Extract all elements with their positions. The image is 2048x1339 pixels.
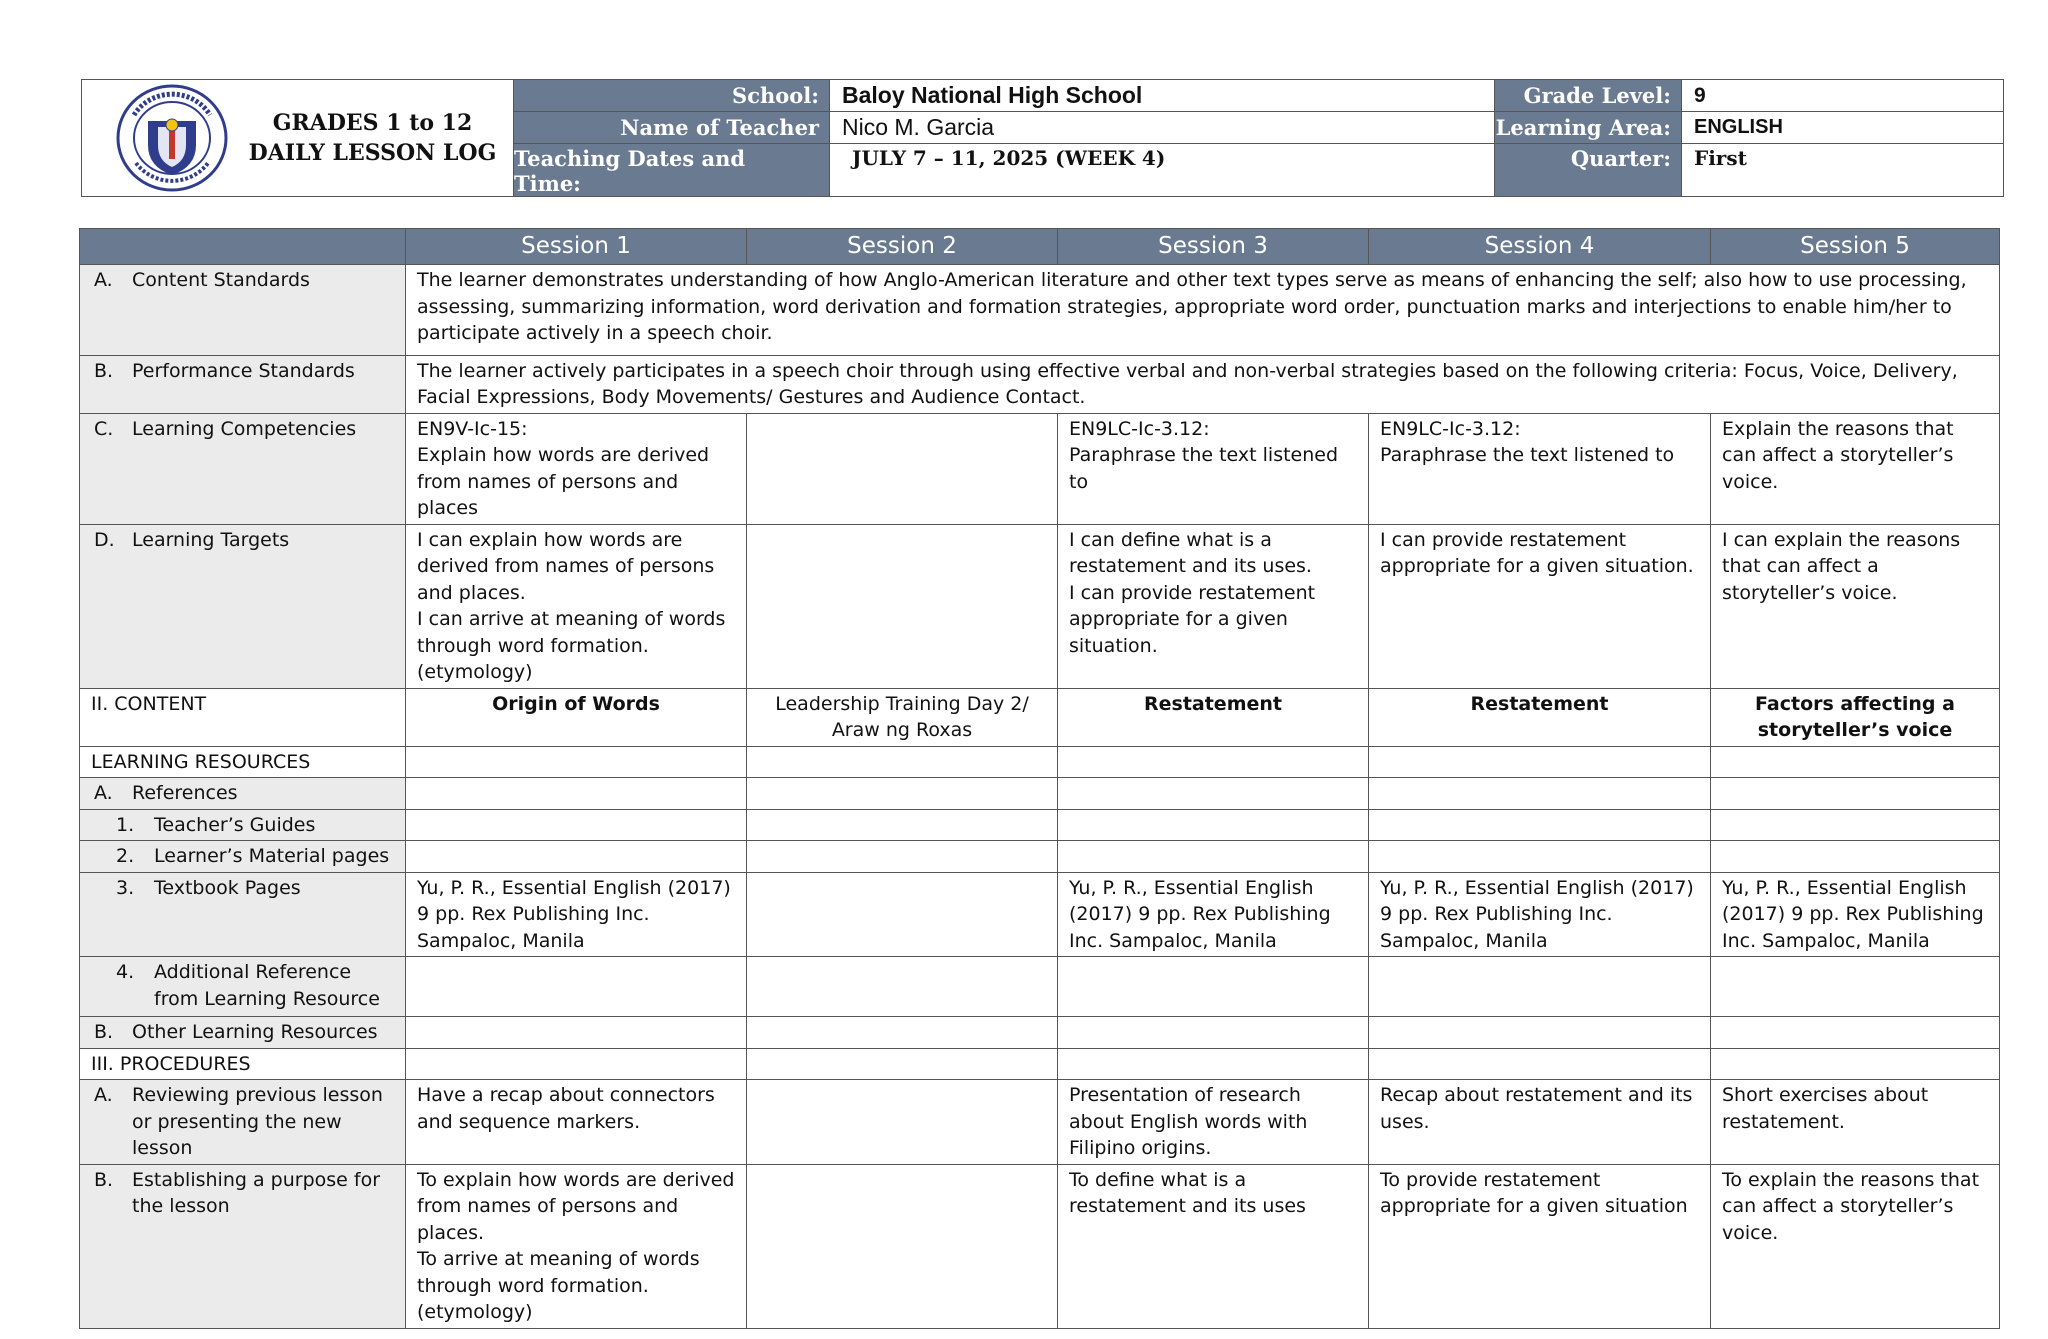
reviewing-session-1: Have a recap about connectors and sequence markers.: [406, 1080, 747, 1165]
textbook-session-1: Yu, P. R., Essential English (2017) 9 pp. Rex Publishing Inc. Sampaloc, Manila: [406, 872, 747, 957]
dates-value: JULY 7 – 11, 2025 (WEEK 4): [830, 144, 1495, 196]
learners-material-row: [80, 841, 2000, 873]
references-label: A. References: [80, 778, 406, 810]
header-info-grid: [514, 80, 2003, 196]
content-session-2: Leadership Training Day 2/ Araw ng Roxas: [747, 688, 1058, 746]
textbook-pages-row: [80, 872, 2000, 957]
textbook-session-4: Yu, P. R., Essential English (2017) 9 pp. Rex Publishing Inc. Sampaloc, Manila: [1369, 872, 1711, 957]
lesson-log-table: [79, 228, 2000, 1329]
additional-reference-row: [80, 957, 2000, 1017]
header-title: [232, 108, 513, 168]
learning-resources-row: [80, 746, 2000, 778]
reviewing-session-2: [747, 1080, 1058, 1165]
learning-targets-row: [80, 524, 2000, 688]
other-resources-row: [80, 1017, 2000, 1049]
title-line-2: DAILY LESSON LOG: [248, 140, 497, 166]
area-value: ENGLISH: [1682, 112, 2003, 144]
grade-value: 9: [1682, 80, 2003, 112]
performance-standards-row: [80, 355, 2000, 413]
session-2-header: Session 2: [747, 229, 1058, 265]
dates-label: Teaching Dates and Time:: [514, 144, 830, 196]
quarter-label: Quarter:: [1495, 144, 1682, 196]
purpose-session-3: To define what is a restatement and its uses: [1058, 1164, 1369, 1328]
reviewing-row: [80, 1080, 2000, 1165]
content-session-5: Factors affecting a storyteller’s voice: [1711, 688, 2000, 746]
learners-material-label: 2. Learner’s Material pages: [80, 841, 406, 873]
other-resources-label: B. Other Learning Resources: [80, 1017, 406, 1049]
session-1-header: Session 1: [406, 229, 747, 265]
textbook-session-5: Yu, P. R., Essential English (2017) 9 pp. Rex Publishing Inc. Sampaloc, Manila: [1711, 872, 2000, 957]
textbook-session-2: [747, 872, 1058, 957]
competency-code: EN9V-Ic-15:: [417, 417, 528, 440]
quarter-value: First: [1694, 146, 1747, 170]
competency-session-4: EN9LC-Ic-3.12: Paraphrase the text listened to: [1369, 413, 1711, 524]
purpose-session-2: [747, 1164, 1058, 1328]
teacher-label: Name of Teacher: [514, 112, 830, 144]
content-session-1: Origin of Words: [406, 688, 747, 746]
content-session-4: Restatement: [1369, 688, 1711, 746]
textbook-pages-label: 3. Textbook Pages: [80, 872, 406, 957]
content-label: II. CONTENT: [80, 688, 406, 746]
target-session-5: I can explain the reasons that can affect a storyteller’s voice.: [1711, 524, 2000, 688]
grade-label: Grade Level:: [1495, 80, 1682, 112]
reviewing-session-3: Presentation of research about English words with Filipino origins.: [1058, 1080, 1369, 1165]
school-label: School:: [514, 80, 830, 112]
competency-session-3: EN9LC-Ic-3.12: Paraphrase the text listened to: [1058, 413, 1369, 524]
competency-code: EN9LC-Ic-3.12:: [1380, 417, 1521, 440]
reviewing-session-5: Short exercises about restatement.: [1711, 1080, 2000, 1165]
reviewing-label: A. Reviewing previous lesson or presenting the new lesson: [80, 1080, 406, 1165]
session-5-header: Session 5: [1711, 229, 2000, 265]
target-session-1: I can explain how words are derived from names of persons and places. I can arrive at meaning of words through word formation. (etymology): [406, 524, 747, 688]
target-session-2: [747, 524, 1058, 688]
content-standards-text: The learner demonstrates understanding of how Anglo-American literature and other text types serve as means of enhancing the self; also how to use processing, assessing, summarizing information, word derivation and formation strategies, appropriate word order, punctuation marks and interjections to enable him/her to participate actively in a speech choir.: [406, 265, 2000, 356]
session-header-row: [80, 229, 2000, 265]
purpose-session-5: To explain the reasons that can affect a storyteller’s voice.: [1711, 1164, 2000, 1328]
competency-session-1: EN9V-Ic-15: Explain how words are derived from names of persons and places: [406, 413, 747, 524]
target-session-3: I can define what is a restatement and its uses. I can provide restatement appropriate for a given situation.: [1058, 524, 1369, 688]
teachers-guides-label: 1. Teacher’s Guides: [80, 809, 406, 841]
references-row: [80, 778, 2000, 810]
purpose-label: B. Establishing a purpose for the lesson: [80, 1164, 406, 1328]
purpose-session-4: To provide restatement appropriate for a given situation: [1369, 1164, 1711, 1328]
session-4-header: Session 4: [1369, 229, 1711, 265]
content-standards-row: [80, 265, 2000, 356]
purpose-session-1: To explain how words are derived from names of persons and places. To arrive at meaning of words through word formation. (etymology): [406, 1164, 747, 1328]
performance-standards-text: The learner actively participates in a speech choir through using effective verbal and non-verbal strategies based on the following criteria: Focus, Voice, Delivery, Facial Expressions, Body Movements/ Gestures and Audience Contact.: [406, 355, 2000, 413]
reviewing-session-4: Recap about restatement and its uses.: [1369, 1080, 1711, 1165]
learning-competencies-row: [80, 413, 2000, 524]
header-title-area: [82, 80, 514, 196]
content-session-3: Restatement: [1058, 688, 1369, 746]
session-3-header: Session 3: [1058, 229, 1369, 265]
learning-resources-label: LEARNING RESOURCES: [80, 746, 406, 778]
title-line-1: GRADES 1 to 12: [272, 110, 473, 136]
purpose-row: [80, 1164, 2000, 1328]
school-value: Baloy National High School: [830, 80, 1495, 112]
competency-session-2: [747, 413, 1058, 524]
deped-seal-icon: [112, 83, 232, 193]
learning-targets-label: D. Learning Targets: [80, 524, 406, 688]
textbook-session-3: Yu, P. R., Essential English (2017) 9 pp. Rex Publishing Inc. Sampaloc, Manila: [1058, 872, 1369, 957]
competency-session-5: Explain the reasons that can affect a storyteller’s voice.: [1711, 413, 2000, 524]
additional-reference-label: 4. Additional Reference from Learning Resource: [80, 957, 406, 1017]
header-block: [81, 79, 2004, 197]
corner-header-cell: [80, 229, 406, 265]
area-label: Learning Area:: [1495, 112, 1682, 144]
teachers-guides-row: [80, 809, 2000, 841]
content-standards-label: A. Content Standards: [80, 265, 406, 356]
target-session-4: I can provide restatement appropriate for a given situation.: [1369, 524, 1711, 688]
teacher-value: Nico M. Garcia: [830, 112, 1495, 144]
procedures-row: [80, 1048, 2000, 1080]
content-row: [80, 688, 2000, 746]
performance-standards-label: B. Performance Standards: [80, 355, 406, 413]
competency-code: EN9LC-Ic-3.12:: [1069, 417, 1210, 440]
learning-competencies-label: C. Learning Competencies: [80, 413, 406, 524]
procedures-label: III. PROCEDURES: [80, 1048, 406, 1080]
